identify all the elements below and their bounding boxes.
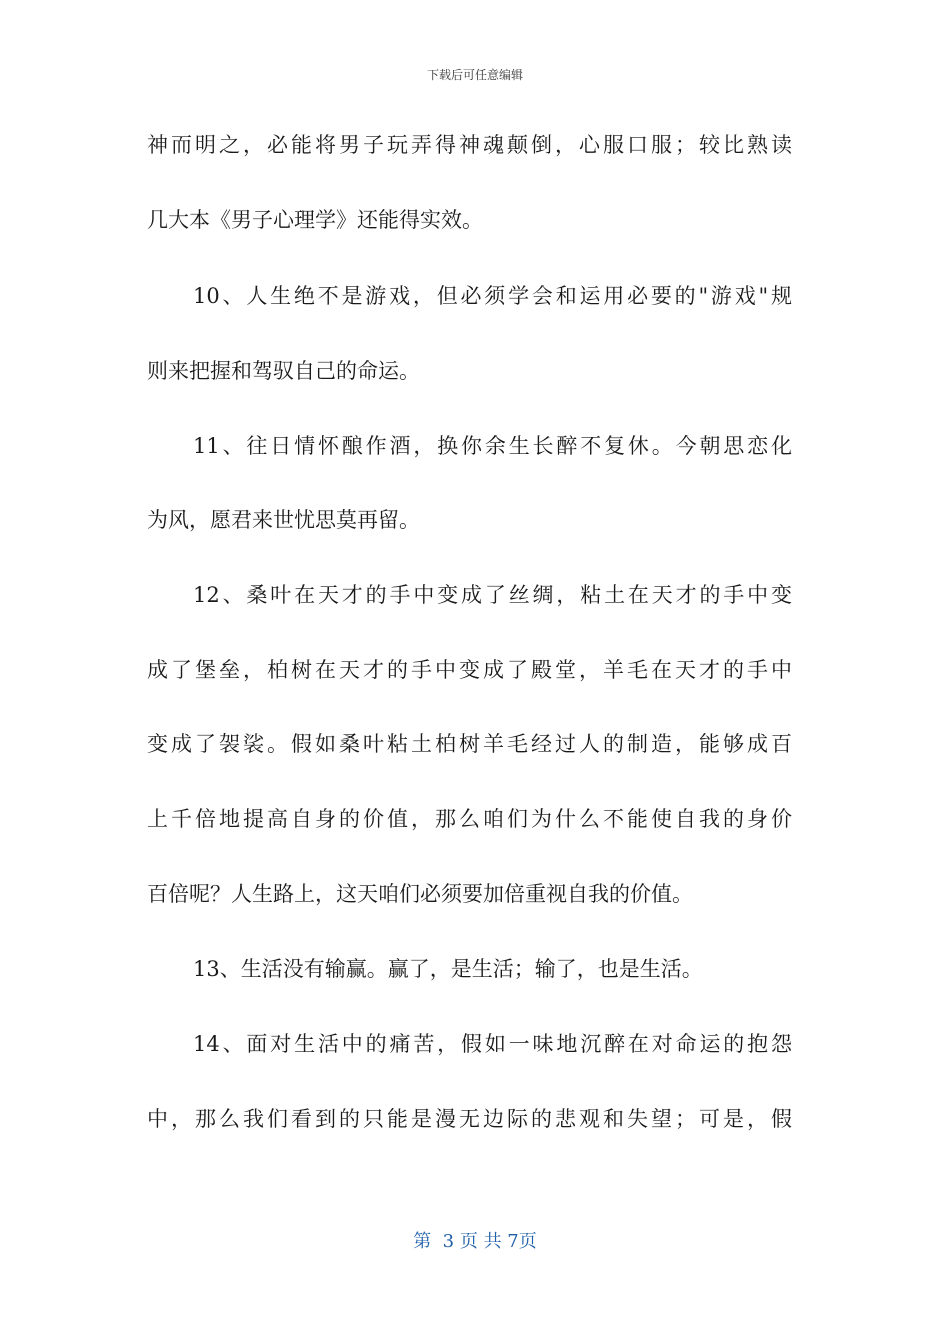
text-line: 百倍呢？人生路上，这天咱们必须要加倍重视自我的价值。 xyxy=(147,882,693,906)
text-line: 变成了袈裟。假如桑叶粘土柏树羊毛经过人的制造，能够成百 xyxy=(147,732,792,756)
text-line: 12、桑叶在天才的手中变成了丝绸，粘土在天才的手中变 xyxy=(193,583,792,607)
page-footer: 第 3 页 共 7页 xyxy=(413,1231,537,1252)
text-line: 10、人生绝不是游戏，但必须学会和运用必要的"游戏"规 xyxy=(193,284,792,308)
text-line: 中，那么我们看到的只能是漫无边际的悲观和失望；可是，假 xyxy=(147,1107,792,1131)
text-line: 几大本《男子心理学》还能得实效。 xyxy=(147,208,483,232)
text-line: 11、往日情怀酿作酒，换你余生长醉不复休。今朝思恋化 xyxy=(193,434,792,458)
text-line: 则来把握和驾驭自己的命运。 xyxy=(147,359,420,383)
page-header: 下载后可任意编辑 xyxy=(426,68,523,82)
text-line: 为风，愿君来世忧思莫再留。 xyxy=(147,508,420,532)
text-line: 13、生活没有输赢。赢了，是生活；输了，也是生活。 xyxy=(193,957,703,981)
text-line: 成了堡垒，柏树在天才的手中变成了殿堂，羊毛在天才的手中 xyxy=(147,658,792,682)
text-line: 14、面对生活中的痛苦，假如一味地沉醉在对命运的抱怨 xyxy=(193,1032,792,1056)
text-line: 神而明之，必能将男子玩弄得神魂颠倒，心服口服；较比熟读 xyxy=(147,133,792,157)
text-line: 上千倍地提高自身的价值，那么咱们为什么不能使自我的身价 xyxy=(147,807,792,831)
